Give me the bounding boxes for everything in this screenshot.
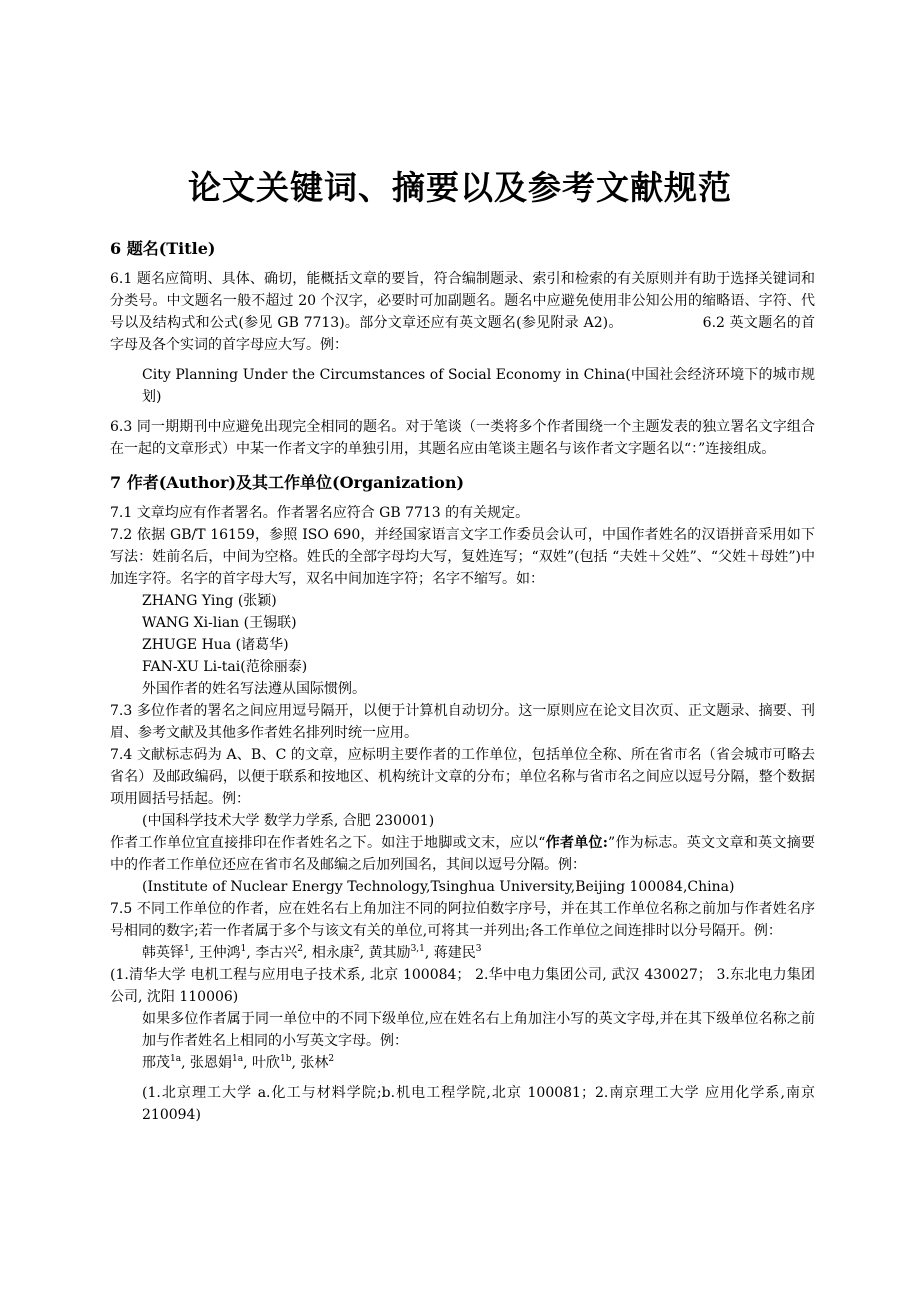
p74b-bold: 作者单位: (545, 835, 608, 851)
author-name: 韩英铎 (142, 945, 184, 961)
document-body (110, 236, 815, 1126)
author-name: 黄其励 (368, 945, 411, 961)
org-example-cn: (中国科学技术大学 数学力学系, 合肥 230001) (142, 813, 435, 829)
author-separator: , (246, 945, 256, 961)
author-separator: , (291, 1055, 301, 1071)
author-name: 王仲鸿 (198, 945, 241, 961)
paragraph-7-6: 如果多位作者属于同一单位中的不同下级单位,应在姓名右上角加注小写的英文字母,并在其下级单位名称之前加与作者姓名上相同的小写英文字母。例： (142, 1011, 815, 1049)
author-affiliation-mark: 2 (328, 1054, 335, 1064)
document-title: 论文关键词、摘要以及参考文献规范 (188, 168, 732, 207)
author-name: 相永康 (311, 945, 354, 961)
author-affiliation-mark: 3 (475, 944, 482, 954)
paragraph-7-5: 7.5 不同工作单位的作者，应在姓名右上角加注不同的阿拉伯数字序号，并在其工作单位名称之前加与作者姓名序号相同的数字;若一作者属于多个与该文有关的单位,可将其一并列出;各工作单位之间连排时以分号隔开。例： (110, 901, 815, 939)
author-affiliation-mark: 1a (232, 1054, 244, 1064)
authors-example-1 (110, 942, 815, 964)
paragraph-7-1: 7.1 文章均应有作者署名。作者署名应符合 GB 7713 的有关规定。 (110, 505, 530, 521)
author-name: 张林 (300, 1055, 329, 1071)
paragraph-7-4b (110, 832, 815, 876)
paragraph-6-2-text: 6.2 英文题名的首字母及各个实词的首字母应大写。例： (110, 315, 815, 353)
author-name: 蒋建民 (433, 945, 476, 961)
section-7-heading: 7 作者(Author)及其工作单位(Organization) (110, 473, 465, 492)
author-affiliation-mark: 1a (170, 1054, 182, 1064)
orgs-example-1: (1.清华大学 电机工程与应用电子技术系, 北京 100084； 2.华中电力集团公司, 武汉 430027； 3.东北电力集团公司, 沈阳 110006) (110, 967, 815, 1005)
section-6-heading: 6 题名(Title) (110, 239, 216, 258)
author-separator: , (189, 945, 199, 961)
author-name: 李古兴 (255, 945, 298, 961)
author-affiliation-mark: 1 (184, 944, 190, 954)
example-title: City Planning Under the Circumstances of Social Economy in China(中国社会经济环境下的城市规划) (142, 367, 815, 405)
paragraph-6-1 (110, 268, 815, 356)
orgs-example-2: (1.北京理工大学 a.化工与材料学院;b.机电工程学院,北京 100081；2.南京理工大学 应用化学系,南京 210094) (142, 1085, 815, 1123)
author-affiliation-mark: 1b (280, 1054, 292, 1064)
p74b-post: ”作为标志。英文文章和英文摘要中的作者工作单位还应在省市名及邮编之后加列国名，其间以逗号分隔。例： (110, 835, 815, 873)
author-name: 叶欣 (252, 1055, 280, 1071)
name-example: FAN-XU Li-tai(范徐丽泰) (142, 659, 308, 675)
foreign-name-note: 外国作者的姓名写法遵从国际惯例。 (142, 681, 366, 697)
author-separator: , (243, 1055, 252, 1071)
name-examples (110, 590, 815, 700)
authors-example-2 (110, 1052, 815, 1074)
author-separator: , (424, 945, 434, 961)
author-affiliation-mark: 1 (240, 944, 247, 954)
paragraph-7-3: 7.3 多位作者的署名之间应用逗号隔开，以便于计算机自动切分。这一原则应在论文目次页、正文题录、摘要、刊眉、参考文献及其他多作者姓名排列时统一应用。 (110, 703, 815, 741)
author-affiliation-mark: 2 (353, 944, 360, 954)
name-example: ZHUGE Hua (诸葛华) (142, 637, 289, 653)
name-example: ZHANG Ying (张颖) (142, 593, 277, 609)
author-separator: , (303, 945, 312, 961)
paragraph-7-2: 7.2 依据 GB/T 16159，参照 ISO 690，并经国家语言文字工作委员会认可，中国作者姓名的汉语拼音采用如下写法：姓前名后，中间为空格。姓氏的全部字母均大写，复姓连写；“双姓”(包括 “夫姓＋父姓”、“父姓＋母姓”)中加连字符。名字的首字母大写，双名中间加连字符；名字不缩写。如： (110, 527, 815, 587)
author-separator: , (359, 945, 369, 961)
p74b-pre: 作者工作单位宜直接排印在作者姓名之下。如注于地脚或文末，应以“ (110, 835, 546, 851)
author-separator: , (181, 1055, 190, 1071)
author-name: 张恩娟 (190, 1055, 232, 1071)
author-name: 邢茂 (142, 1055, 170, 1071)
org-example-en: (Institute of Nuclear Energy Technology,Tsinghua University,Beijing 100084,China) (142, 879, 735, 895)
paragraph-6-1-text: 6.1 题名应简明、具体、确切，能概括文章的要旨，符合编制题录、索引和检索的有关原则并有助于选择关键词和分类号。中文题名一般不超过 20 个汉字，必要时可加副题名。题名中应避免使用非公知公用的缩略语、字符、代号以及结构式和公式(参见 GB 7713)。部分文章还应有英文题名(参见附录 A2)。 (110, 271, 815, 331)
paragraph-6-3: 6.3 同一期期刊中应避免出现完全相同的题名。对于笔谈（一类将多个作者围绕一个主题发表的独立署名文字组合在一起的文章形式）中某一作者文字的单独引用，其题名应由笔谈主题名与该作者文字题名以“：”连接组成。 (110, 419, 815, 457)
author-affiliation-mark: 3,1 (410, 944, 425, 954)
name-example: WANG Xi-lian (王锡联) (142, 615, 297, 631)
author-affiliation-mark: 2 (297, 944, 304, 954)
paragraph-7-4: 7.4 文献标志码为 A、B、C 的文章，应标明主要作者的工作单位，包括单位全称、所在省市名（省会城市可略去省名）及邮政编码，以便于联系和按地区、机构统计文章的分布；单位名称与省市名之间应以逗号分隔，整个数据项用圆括号括起。例： (110, 747, 815, 807)
